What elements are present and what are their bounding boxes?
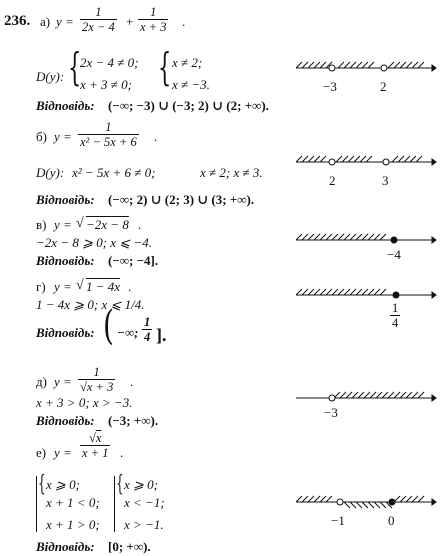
part-g-answer-frac [142,316,152,345]
part-e-arrow [432,499,436,505]
part-g-answer-num: 1 [144,315,151,329]
part-b-number-line [296,152,436,192]
part-e-brace-a1: { [38,472,46,497]
part-b-domain-label: D(y): [36,165,65,180]
part-g-answer-left: −∞; [117,325,139,340]
part-b-frac-den: x² − 5x + 6 [80,135,137,150]
part-d-fraction [78,366,115,395]
part-a-sys1-line2: x + 3 ≠ 0; [80,77,133,92]
part-d-point [329,395,335,401]
part-v-line2: −2x − 8 ⩾ 0; x ⩽ −4. [36,235,152,250]
part-a-sys1-line1: 2x − 4 ≠ 0; [80,55,139,70]
part-g-number-line [296,285,436,305]
part-d-line2: x + 3 > 0; x > −3. [36,395,133,410]
part-e-point-1 [337,499,343,505]
part-a-dot: . [182,14,186,29]
part-v-point [391,237,397,243]
part-g-answer-label: Відповідь: [36,325,95,340]
part-a-frac2-den: x + 3 [140,20,167,35]
part-v-arrow [432,237,436,243]
part-b-answer-label: Відповідь: [36,192,95,207]
part-d-hatch [334,392,424,398]
part-a-sys2-line1: x ≠ 2; [172,55,203,70]
part-e-frac-den: x + 1 [82,446,109,461]
problem-number: 236. [4,13,31,29]
part-e-bracket-outer-a [36,476,37,532]
part-g-dot: . [128,279,132,294]
part-b-domain-result: x ≠ 2; x ≠ 3. [200,165,263,180]
part-v-func-lhs: y = [54,217,72,232]
part-e-sysB-line1: x ⩾ 0; [124,477,158,492]
part-e-frac-num [87,432,103,445]
part-v-dot: . [138,217,142,232]
part-d-tick: −3 [324,405,338,420]
part-e-brace-b1: { [116,472,124,497]
part-a-label: а) [40,14,51,29]
part-e-sysB-line3: x > −1. [124,517,164,532]
part-v-radicand: −2x − 8 [86,217,129,232]
part-v-label: в) [36,217,47,232]
part-a-tick-2: 2 [380,79,387,94]
part-d-label: д) [36,374,47,389]
part-a-hatch [296,62,424,68]
part-d-arrow [432,395,436,401]
part-e-point-2 [389,499,395,505]
part-a-brace-1: { [68,45,82,89]
part-v-tick: −4 [387,247,401,262]
part-e-frac-num-radicand: x [95,431,102,445]
part-e-tick-1: −1 [331,513,345,528]
part-a-arrow [432,65,436,71]
part-b-frac-num: 1 [105,120,112,134]
part-a-fraction-1 [80,6,117,35]
part-a-fraction-2 [138,6,168,35]
part-v-answer-label: Відповідь: [36,253,95,268]
part-e-func-lhs: y = [54,445,72,460]
part-a-brace-2: { [158,45,172,89]
part-b-hatch [296,156,422,162]
part-d-sqrt-icon: √ [80,380,87,395]
part-b-domain-text: x² − 5x + 6 ≠ 0; [72,165,156,180]
part-b-dot: . [154,129,158,144]
part-e-sysB-line2: x < −1; [124,495,165,510]
part-d-number-line [296,388,436,408]
part-e-sysA-line2: x + 1 < 0; [46,495,100,510]
part-g-tick-den: 4 [392,316,399,331]
part-b-tick-1: 2 [329,173,336,188]
part-a-answer-label: Відповідь: [36,98,95,113]
part-g-tick-frac [390,302,400,331]
part-g-answer-right: ]. [156,325,167,345]
part-g-sqrt-icon: √ [76,278,84,293]
part-g-paren-icon: ( [103,303,114,349]
part-g-line2: 1 − 4x ⩾ 0; x ⩽ 1/4. [36,297,145,312]
part-g-hatch [296,289,386,295]
part-v-number-line [296,230,436,250]
part-e-fraction [80,432,110,461]
part-g-arrow [432,292,436,298]
part-g-answer-den: 4 [144,330,151,345]
part-e-answer-label: Відповідь: [36,539,95,554]
part-d-func-lhs: y = [54,374,72,389]
part-a-sys2-line2: x ≠ −3. [172,77,210,92]
part-e-number-line [296,490,436,514]
part-a-frac1-den: 2x − 4 [82,20,115,35]
part-d-dot: . [130,374,134,389]
part-a-frac1-num: 1 [95,5,102,19]
part-a-point-2 [381,65,387,71]
part-a-func-lhs: y = [56,14,74,29]
part-g-radicand: 1 − 4x [86,279,121,294]
part-v-hatch [296,234,386,240]
part-a-point-1 [329,65,335,71]
part-b-point-2 [383,159,389,165]
part-d-frac-num: 1 [93,365,100,379]
part-g-func-lhs: y = [54,279,72,294]
part-v-answer: (−∞; −4]. [108,253,159,268]
part-a-frac2-num: 1 [150,5,157,19]
part-b-label: б) [36,129,47,144]
part-a-number-line [296,58,436,98]
part-g-point [393,292,399,298]
part-d-frac-den [78,379,115,394]
part-a-tick-1: −3 [323,79,337,94]
part-b-answer: (−∞; 2) ∪ (2; 3) ∪ (3; +∞). [108,192,255,207]
part-e-label: е) [36,445,47,460]
part-g-label: г) [36,279,46,294]
part-b-arrow [432,159,436,165]
part-b-tick-2: 3 [382,173,389,188]
part-e-tick-2: 0 [388,513,395,528]
part-e-sysA-line1: x ⩾ 0; [46,477,80,492]
part-g-tick-num: 1 [392,301,399,315]
part-d-answer: (−3; +∞). [108,413,159,428]
part-e-sqrt-icon: √ [89,431,96,445]
part-d-answer-label: Відповідь: [36,413,95,428]
part-e-answer: [0; +∞). [108,539,151,554]
part-e-dot: . [120,445,124,460]
part-a-domain-label: D(y): [36,69,65,84]
part-a-plus: + [126,14,134,29]
part-b-point-1 [329,159,335,165]
part-e-bracket-outer-b [114,476,115,532]
part-d-frac-den-radicand: x + 3 [86,380,114,395]
part-a-answer: (−∞; −3) ∪ (−3; 2) ∪ (2; +∞). [108,98,269,113]
part-v-sqrt-icon: √ [76,216,84,231]
part-b-fraction [78,121,139,150]
part-b-func-lhs: y = [54,129,72,144]
part-e-sysA-line3: x + 1 > 0; [46,517,100,532]
